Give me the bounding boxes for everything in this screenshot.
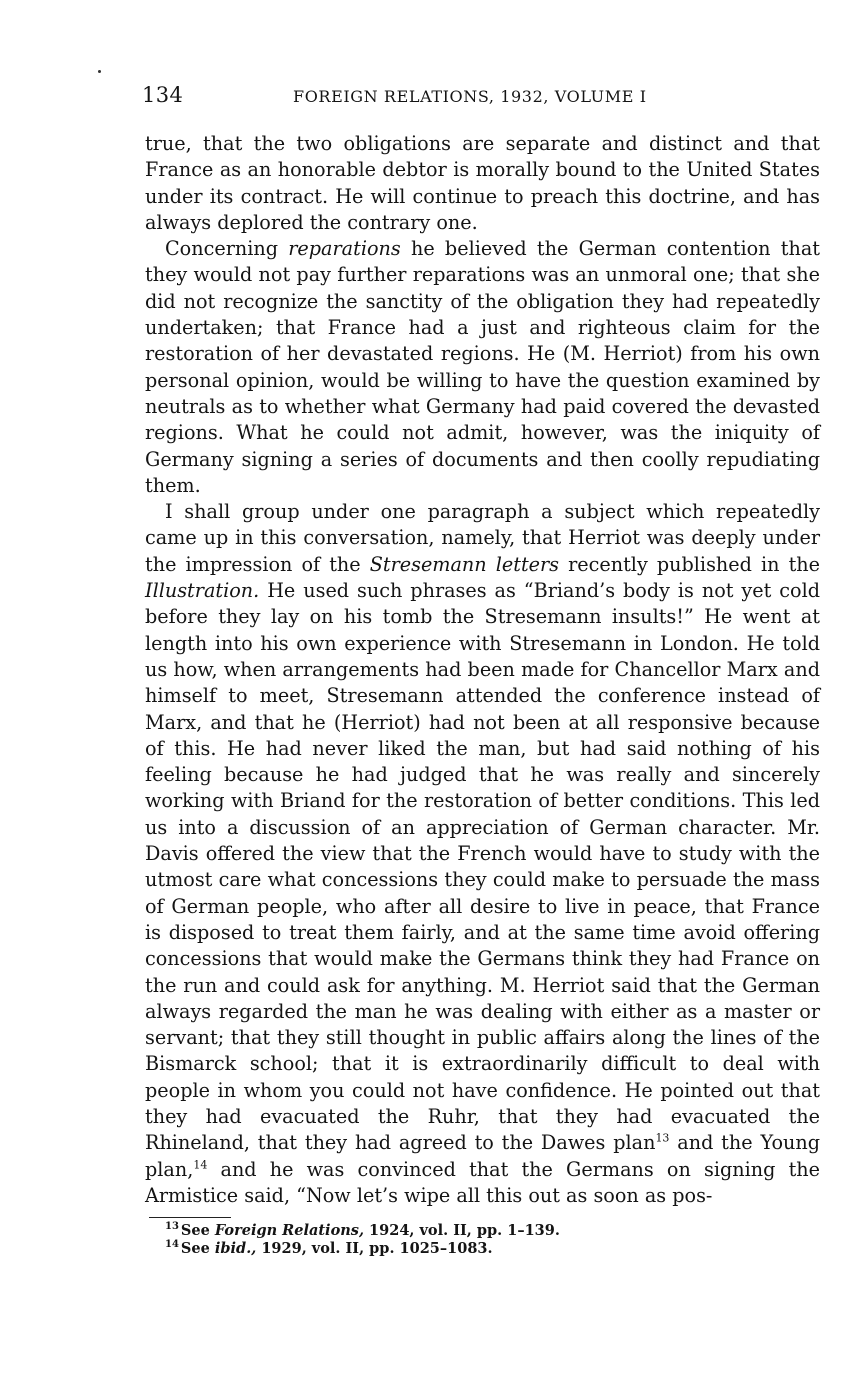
- footnote-14: [165, 1240, 820, 1258]
- footnote-14-rest: 1929, vol. II, pp. 1025–1083.: [256, 1240, 493, 1258]
- footnote-divider: [149, 1217, 231, 1218]
- footnote-14-lead: See: [180, 1240, 215, 1258]
- footnote-13-mark: 13: [165, 1221, 179, 1233]
- running-header: [142, 80, 820, 112]
- footnote-13: [165, 1222, 820, 1240]
- paragraph-2-lead: Concerning: [165, 237, 289, 261]
- footnote-ref-14[interactable]: 14: [193, 1158, 208, 1172]
- paragraph-2-rest: he believed the German contention that they would not pay further reparations was an unmoral one; that she did not recognize the sanctity of the obligation they had repeatedly undertaken; that France had a just and righteous claim for the restoration of her devastated regions. He (M. Herriot) from his own personal opinion, would be willing to have the question examined by neutrals as to whether what Germany had paid covered the devasted regions. What he could not admit, however, was the iniquity of Germany signing a series of documents and then coolly repudiating them.: [145, 237, 820, 497]
- footnote-13-rest: 1924, vol. II, pp. 1–139.: [364, 1222, 560, 1240]
- footnote-13-lead: See: [180, 1222, 215, 1240]
- page-number: 134: [142, 83, 184, 107]
- paragraph-1-text: true, that the two obligations are separate and distinct and that France as an honorable debtor is morally bound to the United States under its contract. He will continue to preach this doctrine, and has always deplored the contrary one.: [145, 132, 820, 234]
- paragraph-3-italic-1: Stresemann letters: [369, 552, 560, 576]
- document-page: [142, 80, 820, 1258]
- footnote-14-mark: 14: [165, 1239, 179, 1251]
- footnote-ref-13[interactable]: 13: [655, 1131, 670, 1145]
- running-title: FOREIGN RELATIONS, 1932, VOLUME I: [293, 87, 647, 106]
- paragraph-2-italic: reparations: [288, 237, 401, 261]
- paragraph-3-mid-2: He used such phrases as “Briand’s body is not yet cold before they lay on his tomb the Stresemann insults!” He went at length into his own experience with Stresemann in London. He told us how, when arrangements had been made for Chancellor Marx and himself to meet, Stresemann attended the conference instead of Marx, and that he (Herriot) had not been at all responsive because of this. He had never liked the man, but had said nothing of his feeling because he had judged that he was really and sincerely working with Briand for the restoration of better conditions. This led us into a discussion of an appreciation of German character. Mr. Davis offered the view that the French would have to study with the utmost care what concessions they could make to persuade the mass of German people, who after all desire to live in peace, that France is disposed to treat them fairly, and at the same time avoid offering concessions that would make the Germans think they had France on the run and could ask for anything. M. Herriot said that the German always regarded the man he was dealing with either as a master or servant; that they still thought in public affairs along the lines of the Bismarck school; that it is extraordinarily difficult to deal with people in whom you could not have confidence. He pointed out that they had evacuated the Ruhr, that they had evacuated the Rhineland, that they had agreed to the Dawes plan: [145, 579, 820, 1155]
- page-speck: [98, 70, 101, 73]
- footnote-14-italic: ibid.,: [214, 1240, 257, 1258]
- footnote-13-italic: Foreign Relations,: [214, 1222, 364, 1240]
- body-text: [145, 131, 820, 1209]
- paragraph-3-lead: I shall group under one paragraph a subject which repeatedly came up in this conversation, namely, that Herriot was deeply under the impression of the: [145, 500, 820, 576]
- footnotes: [165, 1222, 820, 1258]
- paragraph-3-italic-2: Illustration.: [145, 579, 260, 603]
- paragraph-3-mid-3: and the Young plan,: [145, 1131, 820, 1181]
- paragraph-3: [145, 499, 820, 1209]
- paragraph-1: [145, 131, 820, 236]
- paragraph-3-tail: and he was convinced that the Germans on signing the Armistice said, “Now let’s wipe all this out as soon as pos-: [145, 1157, 820, 1207]
- paragraph-2: [145, 236, 820, 499]
- paragraph-3-mid-1: recently published in the: [559, 552, 820, 576]
